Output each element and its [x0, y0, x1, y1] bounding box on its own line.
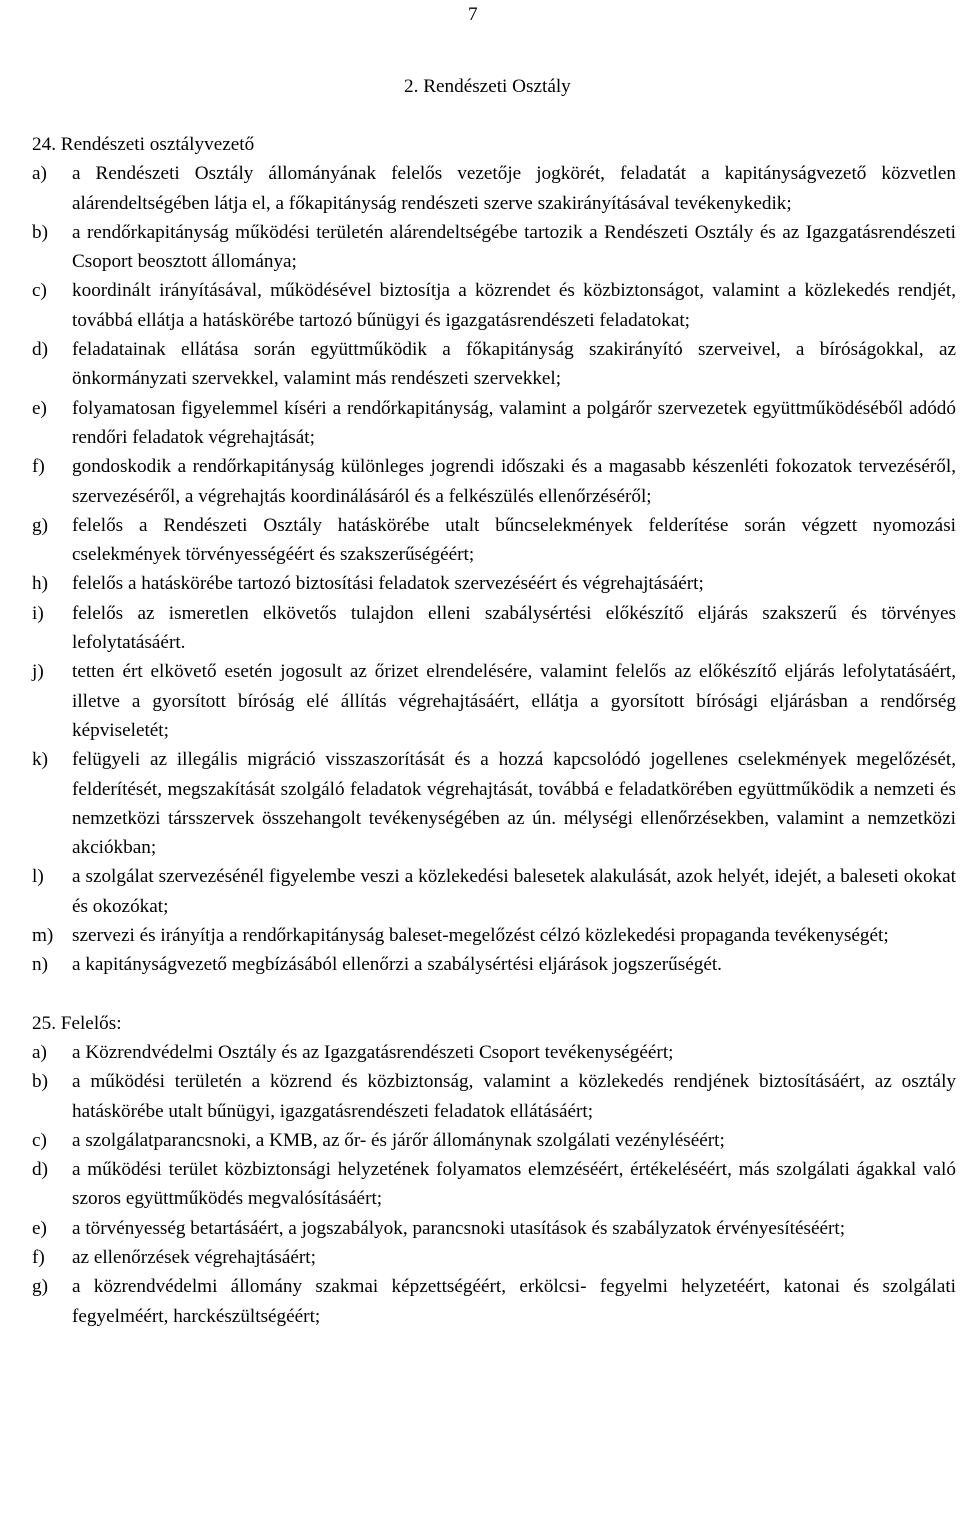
list-item-text: a szolgálatparancsnoki, a KMB, az őr- és járőr állománynak szolgálati vezényléséért; — [72, 1129, 725, 1151]
list-item-25a — [32, 1038, 956, 1067]
list-marker: a) — [32, 163, 47, 185]
list-marker: k) — [32, 749, 48, 771]
list-item-24i — [32, 599, 956, 658]
list-item-25g — [32, 1272, 956, 1331]
list-marker: a) — [32, 1041, 47, 1063]
list-item-text: szervezi és irányítja a rendőrkapitányság baleset-megelőzést célzó közlekedési propaganda tevékenységét; — [72, 925, 889, 947]
document-body — [32, 130, 956, 1331]
list-marker: g) — [32, 1276, 48, 1298]
list-marker: l) — [32, 866, 44, 888]
list-item-text: a törvényesség betartásáért, a jogszabályok, parancsnoki utasítások és szabályzatok érvényesítéséért; — [72, 1217, 846, 1239]
list-item-text: a Közrendvédelmi Osztály és az Igazgatásrendészeti Csoport tevékenységéért; — [72, 1041, 674, 1063]
list-item-text: a Rendészeti Osztály állományának felelős vezetője jogkörét, feladatát a kapitányságvezető közvetlen alárendeltségében látja el, a főkapitányság rendészeti szerve szakirányításával tevékenykedik; — [72, 163, 956, 214]
section-title: 2. Rendészeti Osztály — [404, 76, 571, 97]
list-marker: c) — [32, 280, 47, 302]
list-item-text: koordinált irányításával, működésével biztosítja a közrendet és közbiztonságot, valamint a közlekedés rendjét, továbbá ellátja a hatáskörébe tartozó bűnügyi és igazgatásrendészeti feladatokat; — [72, 280, 956, 331]
list-item-24n — [32, 950, 956, 979]
list-marker: f) — [32, 1246, 45, 1268]
list-item-24f — [32, 452, 956, 511]
section-25-list — [32, 1038, 956, 1331]
page-number: 7 — [468, 4, 478, 25]
section-24-list — [32, 159, 956, 979]
list-item-24h — [32, 569, 956, 598]
list-item-24l — [32, 862, 956, 921]
list-item-25b — [32, 1067, 956, 1126]
list-item-text: a működési terület közbiztonsági helyzetének folyamatos elemzéséért, értékeléséért, más szolgálati ágakkal való szoros együttműködés megvalósításáért; — [72, 1159, 956, 1210]
section-spacer — [32, 980, 956, 1009]
list-marker: e) — [32, 397, 47, 419]
list-item-25f — [32, 1243, 956, 1272]
list-marker: b) — [32, 221, 48, 243]
list-item-text: tetten ért elkövető esetén jogosult az őrizet elrendelésére, valamint felelős az előkészítő eljárás lefolytatásáért, illetve a gyorsított bíróság elé állítás végrehajtásáért, ellátja a gyorsított bírósági eljárásban a rendőrség képviseletét; — [72, 661, 956, 741]
list-item-text: az ellenőrzések végrehajtásáért; — [72, 1246, 316, 1268]
list-item-24b — [32, 218, 956, 277]
list-marker: f) — [32, 456, 45, 478]
list-marker: b) — [32, 1071, 48, 1093]
list-item-text: feladatainak ellátása során együttműködik a főkapitányság szakirányító szerveivel, a bíróságokkal, az önkormányzati szervekkel, valamint más rendészeti szervekkel; — [72, 339, 956, 390]
list-marker: e) — [32, 1217, 47, 1239]
list-item-text: felelős az ismeretlen elkövetős tulajdon elleni szabálysértési előkészítő eljárás szakszerű és törvényes lefolytatásáért. — [72, 602, 956, 654]
list-item-text: felügyeli az illegális migráció visszaszorítását és a hozzá kapcsolódó jogellenes cselekmények megelőzését, felderítését, megszakítását szolgáló feladatok végrehajtását, továbbá e feladatkörében együttműködik a nemzeti és nemzetközi társszervek összehangolt tevékenységében az ún. mélységi ellenőrzésekben, valamint a nemzetközi akciókban; — [72, 749, 956, 859]
list-item-24a — [32, 159, 956, 218]
list-item-text: felelős a hatáskörébe tartozó biztosítási feladatok szervezéséért és végrehajtásáért; — [72, 573, 704, 595]
list-marker: m) — [32, 925, 54, 947]
list-marker: n) — [32, 954, 48, 976]
list-item-24c — [32, 276, 956, 335]
list-item-text: folyamatosan figyelemmel kíséri a rendőrkapitányság, valamint a polgárőr szervezetek együttműködéséből adódó rendőri feladatok végrehajtását; — [72, 397, 956, 448]
list-item-text: a közrendvédelmi állomány szakmai képzettségéért, erkölcsi- fegyelmi helyzetéért, katonai és szolgálati fegyelméért, harckészültségéért; — [72, 1276, 956, 1327]
list-item-24d — [32, 335, 956, 394]
list-item-25e — [32, 1214, 956, 1243]
list-item-24g — [32, 511, 956, 570]
list-item-text: a rendőrkapitányság működési területén alárendeltségébe tartozik a Rendészeti Osztály és az Igazgatásrendészeti Csoport beosztott állománya; — [72, 221, 956, 273]
list-item-24j — [32, 657, 956, 745]
list-item-text: a kapitányságvezető megbízásából ellenőrzi a szabálysértési eljárások jogszerűségét. — [72, 954, 722, 976]
list-item-25c — [32, 1126, 956, 1155]
list-marker: i) — [32, 602, 44, 624]
list-marker: h) — [32, 573, 48, 595]
list-item-text: felelős a Rendészeti Osztály hatáskörébe utalt bűncselekmények felderítése során végzett nyomozási cselekmények törvényességéért és szakszerűségéért; — [72, 514, 956, 566]
list-marker: c) — [32, 1129, 47, 1151]
list-item-text: a szolgálat szervezésénél figyelembe veszi a közlekedési balesetek alakulását, azok helyét, idejét, a baleseti okokat és okozókat; — [72, 866, 956, 917]
list-item-25d — [32, 1155, 956, 1214]
list-item-24e — [32, 394, 956, 453]
list-item-24k — [32, 745, 956, 862]
list-marker: d) — [32, 1159, 48, 1181]
list-item-24m — [32, 921, 956, 950]
section-25-heading: 25. Felelős: — [32, 1012, 122, 1034]
section-24-heading: 24. Rendészeti osztályvezető — [32, 134, 255, 155]
list-item-text: gondoskodik a rendőrkapitányság különleges jogrendi időszaki és a magasabb készenléti fokozatok tervezéséről, szervezéséről, a végrehajtás koordinálásáról és a felkészülés ellenőrzéséről; — [72, 456, 956, 507]
list-marker: g) — [32, 514, 48, 536]
list-item-text: a működési területén a közrend és közbiztonság, valamint a közlekedés rendjének biztosításáért, az osztály hatáskörébe utalt bűnügyi, igazgatásrendészeti feladatok ellátásáért; — [72, 1071, 956, 1122]
list-marker: j) — [32, 661, 44, 683]
list-marker: d) — [32, 339, 48, 361]
